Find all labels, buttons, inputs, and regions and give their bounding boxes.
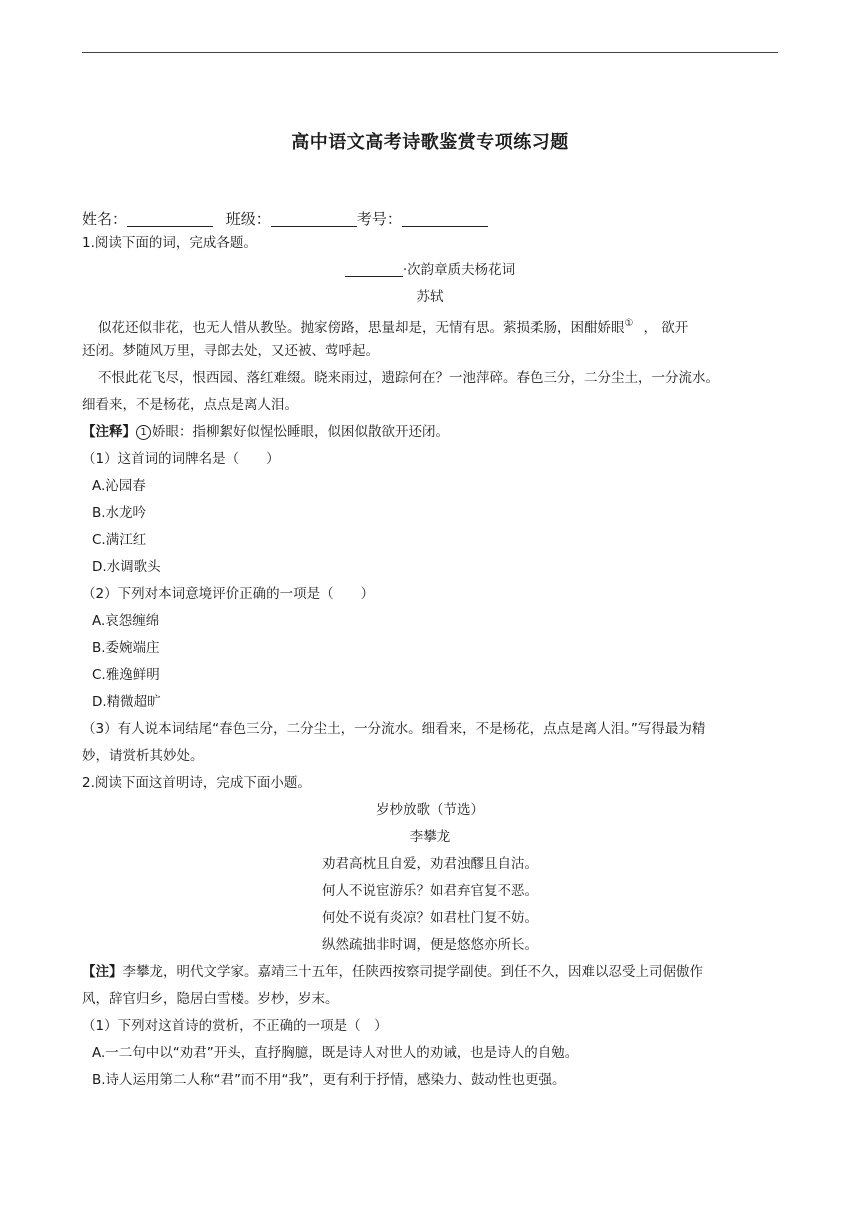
- q2-poem-line-2: 何人不说宦游乐？如君弃官复不恶。: [322, 883, 538, 899]
- id-label: 考号：: [356, 210, 402, 228]
- name-blank[interactable]: [127, 211, 213, 227]
- name-label: 姓名：: [82, 210, 128, 228]
- q1-note-label: 【注释】: [82, 424, 136, 440]
- page-title: 高中语文高考诗歌鉴赏专项练习题: [291, 132, 569, 153]
- footnote-mark: ①: [624, 318, 634, 329]
- q1-title-blank[interactable]: [345, 263, 403, 277]
- header-rule: [82, 52, 778, 53]
- q1-poem-para1-line2: 还闭。梦随风万里，寻郎去处，又还被、莺呼起。: [82, 343, 379, 359]
- q1-sub3-line1: （3）有人说本词结尾“春色三分，二分尘土，一分流水。细看来，不是杨花，点点是离人泪。”写得最为精: [82, 721, 706, 737]
- q1-poem-title: ·次韵章质夫杨花词: [402, 262, 516, 278]
- q1-note-text: 娇眼：指柳絮好似惺忪睡眼，似困似散欲开还闭。: [152, 424, 449, 440]
- q1-intro: 1.阅读下面的词，完成各题。: [82, 235, 257, 251]
- q1-p1-text-b: ， 欲开: [643, 320, 689, 336]
- q2-intro: 2.阅读下面这首明诗，完成下面小题。: [82, 775, 311, 791]
- q1-poem-para2-line1: 不恨此花飞尽，恨西园、落红难缀。晓来雨过，遗踪何在？一池萍碎。春色三分，二分尘土，一分流水。: [98, 370, 719, 386]
- q1-sub2-stem: （2）下列对本词意境评价正确的一项是（ ）: [82, 586, 375, 602]
- q2-poem-line-4: 纵然疏拙非时调，便是悠悠亦所长。: [322, 937, 538, 953]
- q1-p1-text-a: 似花还似非花，也无人惜从教坠。抛家傍路，思量却是，无情有思。萦损柔肠，困酣娇眼: [98, 320, 625, 336]
- q1-poem-para2-line2: 细看来，不是杨花，点点是离人泪。: [82, 397, 298, 413]
- class-label: 班级：: [225, 210, 271, 228]
- class-blank[interactable]: [271, 211, 357, 227]
- q2-note-text: 李攀龙，明代文学家。嘉靖三十五年，任陕西按察司提学副使。到任不久，因难以忍受上司倨傲作: [122, 964, 703, 980]
- q1-note: [82, 422, 449, 442]
- circled-number-icon: 1: [136, 425, 151, 440]
- q1-sub1-stem: （1）这首词的词牌名是（ ）: [82, 451, 280, 467]
- q1-author: 苏轼: [416, 289, 444, 305]
- q2-sub1-option-b[interactable]: B.诗人运用第二人称“君”而不用“我”，更有利于抒情，感染力、鼓动性也更强。: [92, 1072, 566, 1088]
- q1-sub1-option-a[interactable]: A.沁园春: [92, 478, 146, 494]
- q1-sub2-option-c[interactable]: C.雅逸鲜明: [92, 667, 160, 683]
- q1-poem-title-line: [0, 260, 860, 280]
- q1-sub1-option-d[interactable]: D.水调歌头: [92, 559, 161, 575]
- q1-sub2-option-a[interactable]: A.哀怨缠绵: [92, 613, 160, 629]
- q1-sub1-option-c[interactable]: C.满江红: [92, 532, 147, 548]
- student-info-line: [82, 209, 488, 229]
- q1-sub2-option-b[interactable]: B.委婉端庄: [92, 640, 160, 656]
- q2-sub1-stem: （1）下列对这首诗的赏析，不正确的一项是（ ）: [82, 1018, 388, 1034]
- q2-poem-title: 岁杪放歌（节选）: [376, 802, 484, 818]
- q1-sub1-option-b[interactable]: B.水龙吟: [92, 505, 147, 521]
- q2-author: 李攀龙: [409, 829, 451, 845]
- q2-note-line2: 风，辞官归乡，隐居白雪楼。岁杪，岁末。: [82, 991, 339, 1007]
- q2-poem-line-3: 何处不说有炎凉？如君杜门复不妨。: [322, 910, 538, 926]
- q1-sub3-line2: 妙，请赏析其妙处。: [82, 748, 204, 764]
- q2-poem-line-1: 劝君高枕且自爱，劝君浊醪且自沽。: [322, 856, 538, 872]
- q1-sub2-option-d[interactable]: D.精微超旷: [92, 694, 161, 710]
- q2-sub1-option-a[interactable]: A.一二句中以“劝君”开头，直抒胸臆，既是诗人对世人的劝诫，也是诗人的自勉。: [92, 1045, 579, 1061]
- q1-poem-para1-line1: [98, 314, 688, 338]
- q2-note-label: 【注】: [82, 964, 123, 980]
- id-blank[interactable]: [402, 211, 488, 227]
- q2-note-line1: [82, 962, 703, 982]
